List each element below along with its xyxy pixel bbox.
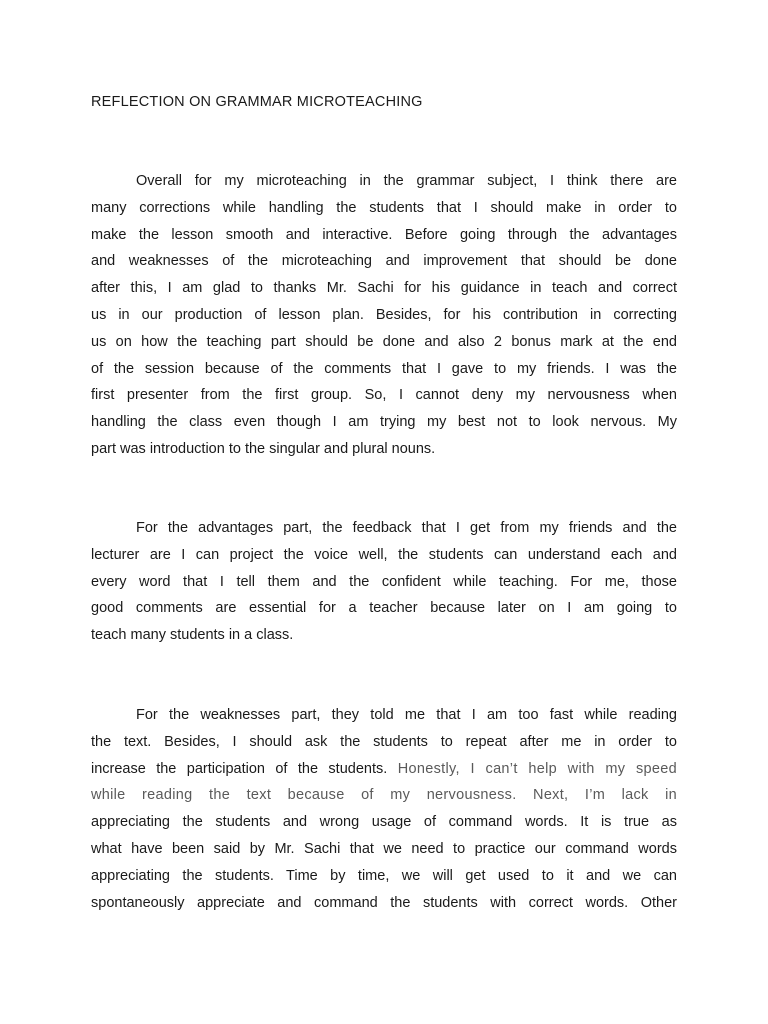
paragraph-overall bbox=[91, 168, 677, 463]
paragraph-line: good comments are essential for a teacher because later on I am going to bbox=[91, 600, 677, 617]
paragraph-line: of the session because of the comments that I gave to my friends. I was the bbox=[91, 360, 677, 377]
paragraph-line: many corrections while handling the students that I should make in order to bbox=[91, 199, 677, 216]
paragraph-advantages bbox=[91, 515, 677, 649]
paragraph-line: lecturer are I can project the voice well, the students can understand each and bbox=[91, 546, 677, 563]
paragraph-line bbox=[91, 756, 677, 783]
paragraph-line: appreciating the students. Time by time, we will get used to it and we can bbox=[91, 867, 677, 884]
paragraph-line: while reading the text because of my nervousness. Next, I’m lack in bbox=[91, 787, 677, 804]
paragraph-line: after this, I am glad to thanks Mr. Sachi for his guidance in teach and correct bbox=[91, 280, 677, 297]
paragraph-line: For the advantages part, the feedback that I get from my friends and the bbox=[136, 520, 677, 536]
paragraph-line: first presenter from the first group. So, I cannot deny my nervousness when bbox=[91, 387, 677, 404]
paragraph-line: the text. Besides, I should ask the students to repeat after me in order to bbox=[91, 733, 677, 750]
paragraph-line: spontaneously appreciate and command the students with correct words. Other bbox=[91, 894, 677, 911]
paragraph-line: appreciating the students and wrong usage of command words. It is true as bbox=[91, 814, 677, 831]
paragraph-line: part was introduction to the singular and plural nouns. bbox=[91, 440, 436, 457]
paragraph-line: us in our production of lesson plan. Besides, for his contribution in correcting bbox=[91, 306, 677, 323]
paragraph-line: what have been said by Mr. Sachi that we need to practice our command words bbox=[91, 840, 677, 857]
paragraph-line: and weaknesses of the microteaching and improvement that should be done bbox=[91, 253, 677, 270]
paragraph-weaknesses bbox=[91, 702, 677, 916]
paragraph-line: teach many students in a class. bbox=[91, 627, 294, 644]
line-segment-gray: Honestly, I can’t help with my speed bbox=[397, 760, 678, 777]
paragraph-line: handling the class even though I am trying my best not to look nervous. My bbox=[91, 414, 677, 431]
paragraph-line: every word that I tell them and the confident while teaching. For me, those bbox=[91, 573, 677, 590]
line-segment: increase the participation of the students. bbox=[91, 760, 388, 777]
paragraph-line: For the weaknesses part, they told me that I am too fast while reading bbox=[136, 707, 677, 723]
paragraph-line: us on how the teaching part should be done and also 2 bonus mark at the end bbox=[91, 333, 677, 350]
paragraph-line: make the lesson smooth and interactive. Before going through the advantages bbox=[91, 226, 677, 243]
document-title: REFLECTION ON GRAMMAR MICROTEACHING bbox=[91, 94, 423, 110]
paragraph-line: Overall for my microteaching in the grammar subject, I think there are bbox=[136, 173, 677, 189]
